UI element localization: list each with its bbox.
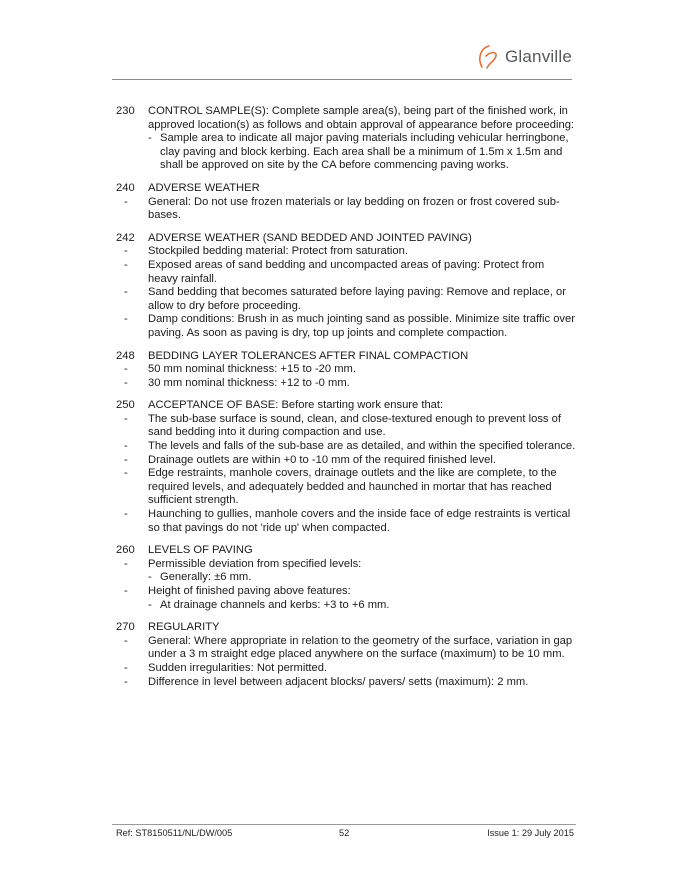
clause-240 — [116, 182, 576, 223]
clause-number: 230 — [116, 105, 135, 117]
clause-number: 270 — [116, 621, 135, 634]
bullet-item: - Exposed areas of sand bedding and uncompacted areas of paving: Protect from heavy rainfall. — [124, 258, 545, 285]
clause-260 — [116, 544, 576, 612]
sub-item: - Generally: ±6 mm. — [148, 571, 252, 584]
dash: - — [124, 508, 128, 521]
dash: - — [124, 258, 128, 271]
clause-title: LEVELS OF PAVING — [148, 544, 253, 557]
clause-230 — [116, 105, 576, 173]
clause-title: REGULARITY — [148, 621, 220, 634]
clause-270 — [116, 621, 576, 689]
bullet-item: - Difference in level between adjacent blocks/ pavers/ setts (maximum): 2 mm. — [124, 675, 529, 688]
dash: - — [124, 675, 128, 688]
bullet-item: - Haunching to gullies, manhole covers and the inside face of edge restraints is vertical so that pavings do not 'ride up' when compacted. — [124, 508, 571, 534]
header-divider — [112, 79, 572, 80]
bullet-item: - Permissible deviation from specified levels: — [124, 557, 362, 570]
issue-date: Issue 1: 29 July 2015 — [487, 828, 574, 838]
clause-248 — [116, 350, 576, 391]
clause-number: 248 — [116, 349, 135, 362]
bullet-item: - Sand bedding that becomes saturated before laying paving: Remove and replace, or allow to dry before proceeding. — [124, 286, 566, 312]
bullet-item: - Edge restraints, manhole covers, drainage outlets and the like are complete, to the required levels, and adequately bedded and haunched in mortar that has reached sufficient strength. — [124, 467, 557, 507]
dash: - — [124, 195, 128, 208]
clause-number: 260 — [116, 544, 135, 557]
dash: - — [124, 376, 128, 389]
bullet-item: - Sudden irregularities: Not permitted. — [124, 661, 328, 674]
brand-logo — [475, 42, 572, 72]
clause-number: 240 — [116, 181, 135, 194]
clause-number: 250 — [116, 399, 135, 412]
dash: - — [124, 661, 128, 674]
dash: - — [148, 571, 152, 584]
dash: - — [124, 585, 128, 597]
page-number: 52 — [339, 828, 350, 838]
clause-title: ACCEPTANCE OF BASE: Before starting work ensure that: — [148, 399, 444, 412]
dash: - — [124, 363, 128, 376]
footer-divider — [112, 824, 576, 825]
document-reference: Ref: ST8150511/NL/DW/005 — [116, 828, 233, 838]
glanville-logo-mark-icon — [475, 42, 503, 72]
specification-content — [116, 105, 576, 698]
dash: - — [124, 245, 128, 258]
bullet-item: - Drainage outlets are within +0 to -10 mm of the required finished level. — [124, 453, 496, 466]
bullet-item: - 50 mm nominal thickness: +15 to -20 mm. — [124, 363, 356, 376]
bullet-item: - Stockpiled bedding material: Protect from saturation. — [124, 245, 408, 258]
dash: - — [124, 467, 128, 480]
bullet-item: - The levels and falls of the sub-base are as detailed, and within the specified tolerance. — [124, 440, 576, 453]
dash: - — [148, 598, 152, 611]
clause-242 — [116, 232, 576, 341]
clause-number: 242 — [116, 231, 135, 244]
dash: - — [124, 440, 128, 453]
dash: - — [124, 412, 128, 425]
clause-title: BEDDING LAYER TOLERANCES AFTER FINAL COMPACTION — [148, 349, 469, 362]
dash: - — [124, 313, 128, 326]
dash: - — [124, 557, 128, 570]
bullet-item: - Height of finished paving above features: — [124, 585, 351, 597]
bullet-item: - The sub-base surface is sound, clean, and close-textured enough to prevent loss of sand bedding into it during compaction and use. — [124, 412, 561, 439]
clause-title: ADVERSE WEATHER (SAND BEDDED AND JOINTED PAVING) — [148, 231, 472, 244]
bullet-item: - General: Do not use frozen materials or lay bedding on frozen or frost covered sub-bases. — [124, 195, 560, 222]
dash: - — [124, 286, 128, 299]
clause-title: ADVERSE WEATHER — [148, 181, 260, 194]
clause-250 — [116, 399, 576, 535]
bullet-item: - Damp conditions: Brush in as much jointing sand as possible. Minimize site traffic over paving. As soon as paving is dry, top up joints and complete compaction. — [124, 313, 575, 339]
sub-item: - Sample area to indicate all major paving materials including vehicular herringbone, clay paving and block kerbing. Each area shall be a minimum of 1.5m x 1.5m and shall be approved on site by the CA before commencing paving works. — [148, 132, 569, 172]
bullet-item: - 30 mm nominal thickness: +12 to -0 mm. — [124, 376, 350, 389]
dash: - — [124, 453, 128, 466]
clause-text: CONTROL SAMPLE(S): Complete sample area(s), being part of the finished work, in approved location(s) as follows and obtain approval of appearance before proceeding: — [148, 105, 575, 131]
dash: - — [148, 132, 152, 145]
bullet-item: - General: Where appropriate in relation to the geometry of the surface, variation in gap under a 3 m straight edge placed anywhere on the surface (maximum) to be 10 mm. — [124, 634, 573, 661]
brand-name: Glanville — [505, 47, 572, 66]
dash: - — [124, 634, 128, 647]
sub-item: - At drainage channels and kerbs: +3 to +6 mm. — [148, 598, 390, 611]
